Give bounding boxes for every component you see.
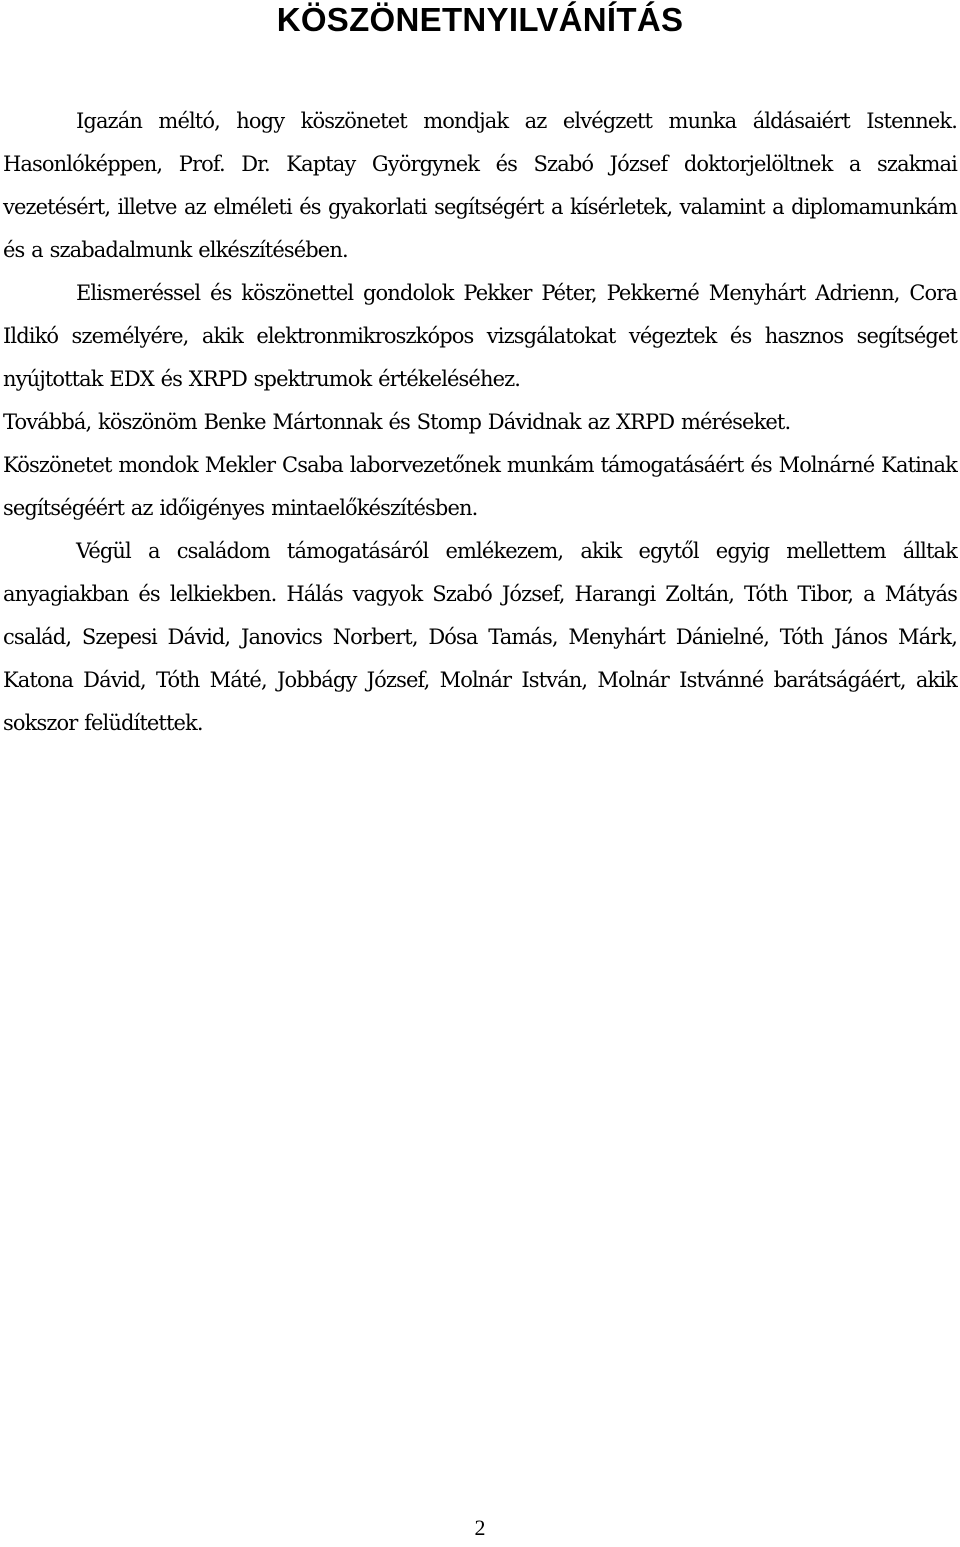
- paragraph-intro: Igazán méltó, hogy köszönetet mondjak az elvégzett munka áldásaiért Istennek. Hasonlóképpen, Prof. Dr. Kaptay Györgynek és Szabó József doktorjelöltnek a szakmai vezetésért, illetve az elméleti és gyakorlati segítségért a kísérletek, valamint a diplomamunkám és a szabadalmunk elkészítésében.: [3, 109, 957, 262]
- paragraph-family-friends: Végül a családom támogatásáról emlékezem, akik egytől egyig mellettem álltak anyagiakban és lelkiekben. Hálás vagyok Szabó József, Harangi Zoltán, Tóth Tibor, a Mátyás család, Szepesi Dávid, Janovics Norbert, Dósa Tamás, Menyhárt Dánielné, Tóth János Márk, Katona Dávid, Tóth Máté, Jobbágy József, Molnár István, Molnár Istvánné barátságáért, akik sokszor felüdítettek.: [3, 539, 957, 735]
- paragraph-xrpd-thanks: Továbbá, köszönöm Benke Mártonnak és Stomp Dávidnak az XRPD méréseket.: [3, 410, 791, 434]
- paragraph-microscopy-thanks: Elismeréssel és köszönettel gondolok Pekker Péter, Pekkerné Menyhárt Adrienn, Cora Ildikó személyére, akik elektronmikroszkópos vizsgálatokat végeztek és hasznos segítséget nyújtottak EDX és XRPD spektrumok értékeléséhez.: [3, 281, 957, 391]
- paragraph-lab-thanks: Köszönetet mondok Mekler Csaba laborvezetőnek munkám támogatásáért és Molnárné Katinak segítségéért az időigényes mintaelőkészítésben.: [3, 453, 957, 520]
- page-title: KÖSZÖNETNYILVÁNÍTÁS: [276, 1, 684, 38]
- page-number: 2: [474, 1515, 486, 1540]
- acknowledgement-body: [3, 100, 957, 745]
